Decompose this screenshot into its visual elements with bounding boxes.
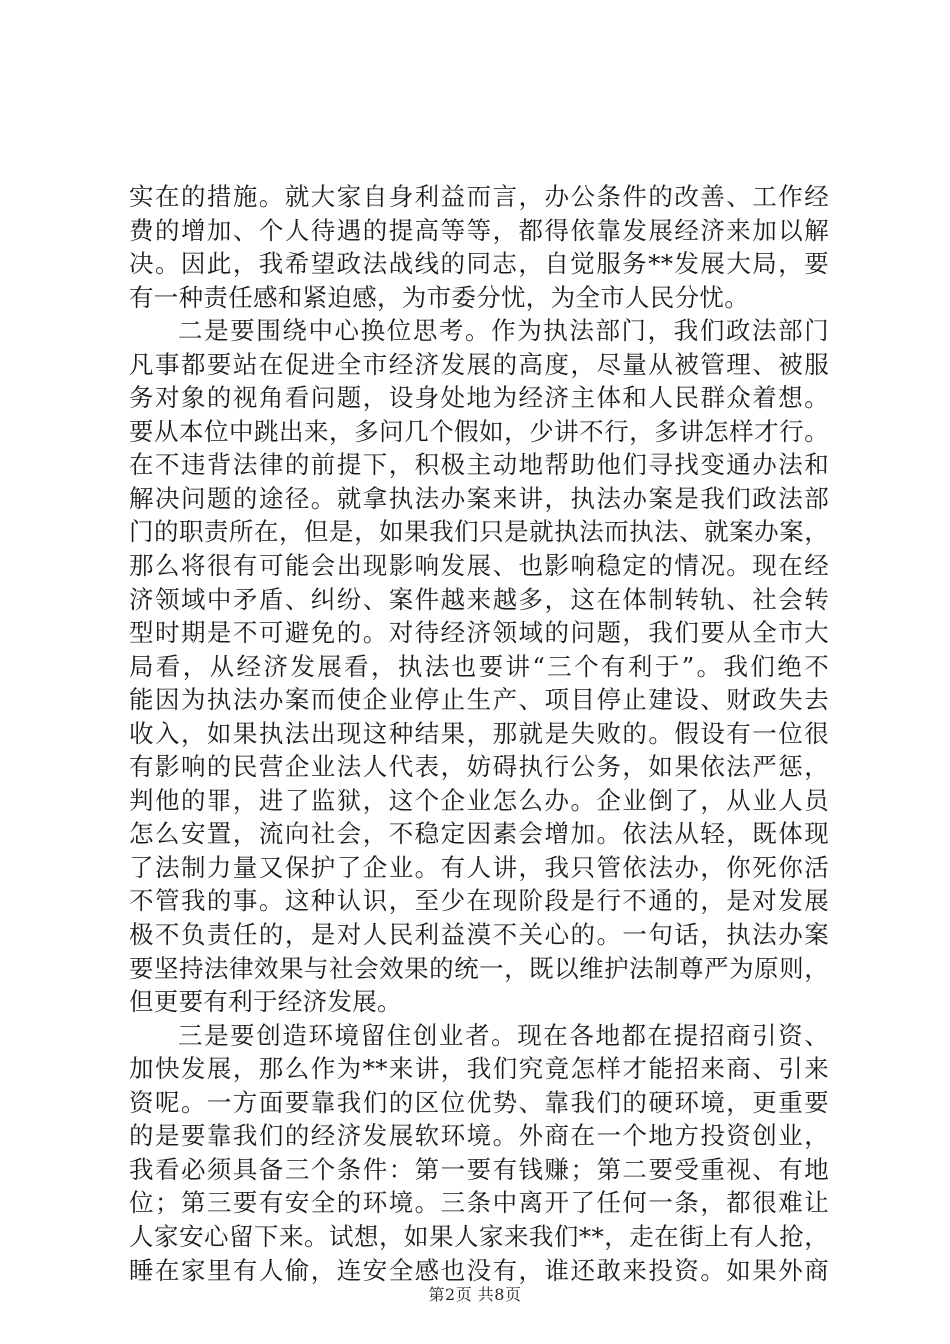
text-line: 的是要靠我们的经济发展软环境。外商在一个地方投资创业， [129,1121,829,1151]
text-line: 怎么安置，流向社会，不稳定因素会增加。依法从轻，既体现 [129,819,829,849]
text-line: 济领域中矛盾、纠纷、案件越来越多，这在体制转轨、社会转 [129,584,829,614]
text-line: 有影响的民营企业法人代表，妨碍执行公务，如果依法严惩， [129,752,829,782]
text-line: 加快发展，那么作为**来讲，我们究竟怎样才能招来商、引来 [129,1054,829,1084]
text-line: 收入，如果执法出现这种结果，那就是失败的。假设有一位很 [129,718,829,748]
text-line: 资呢。一方面要靠我们的区位优势、靠我们的硬环境，更重要 [129,1087,829,1117]
text-line: 费的增加、个人待遇的提高等等，都得依靠发展经济来加以解 [129,215,829,245]
text-line: 那么将很有可能会出现影响发展、也影响稳定的情况。现在经 [129,551,829,581]
text-line: 决。因此，我希望政法战线的同志，自觉服务**发展大局，要 [129,249,829,279]
text-line: 型时期是不可避免的。对待经济领域的问题，我们要从全市大 [129,618,829,648]
text-line: 不管我的事。这种认识，至少在现阶段是行不通的，是对发展 [129,886,829,916]
text-line: 务对象的视角看问题，设身处地为经济主体和人民群众着想。 [129,383,829,413]
text-line: 在不违背法律的前提下，积极主动地帮助他们寻找变通办法和 [129,450,829,480]
document-body [129,180,829,1287]
text-line: 但更要有利于经济发展。 [129,987,402,1017]
text-line: 要从本位中跳出来，多问几个假如，少讲不行，多讲怎样才行。 [129,416,829,446]
text-line: 有一种责任感和紧迫感，为市委分忧，为全市人民分忧。 [129,282,749,312]
text-line: 极不负责任的，是对人民利益漠不关心的。一句话，执法办案 [129,920,829,950]
paragraph-start-line: 三是要创造环境留住创业者。现在各地都在提招商引资、 [178,1020,829,1050]
text-line: 能因为执法办案而使企业停止生产、项目停止建设、财政失去 [129,685,829,715]
text-line: 局看，从经济发展看，执法也要讲“三个有利于”。我们绝不 [129,651,829,681]
text-line: 解决问题的途径。就拿执法办案来讲，执法办案是我们政法部 [129,483,829,513]
text-line: 位；第三要有安全的环境。三条中离开了任何一条，都很难让 [129,1188,829,1218]
text-line: 人家安心留下来。试想，如果人家来我们**，走在街上有人抢， [129,1221,829,1251]
text-line: 实在的措施。就大家自身利益而言，办公条件的改善、工作经 [129,182,829,211]
text-line: 凡事都要站在促进全市经济发展的高度，尽量从被管理、被服 [129,349,829,379]
text-line: 要坚持法律效果与社会效果的统一，既以维护法制尊严为原则， [129,953,829,983]
text-line: 判他的罪，进了监狱，这个企业怎么办。企业倒了，从业人员 [129,785,829,815]
text-line: 了法制力量又保护了企业。有人讲，我只管依法办，你死你活 [129,852,829,882]
page-number-footer: 第2页 共8页 [428,1285,522,1304]
text-line: 睡在家里有人偷，连安全感也没有，谁还敢来投资。如果外商 [129,1255,829,1285]
text-line: 门的职责所在，但是，如果我们只是就执法而执法、就案办案， [129,517,829,547]
text-line: 我看必须具备三个条件：第一要有钱赚；第二要受重视、有地 [129,1154,829,1184]
paragraph-start-line: 二是要围绕中心换位思考。作为执法部门，我们政法部门 [178,316,829,346]
